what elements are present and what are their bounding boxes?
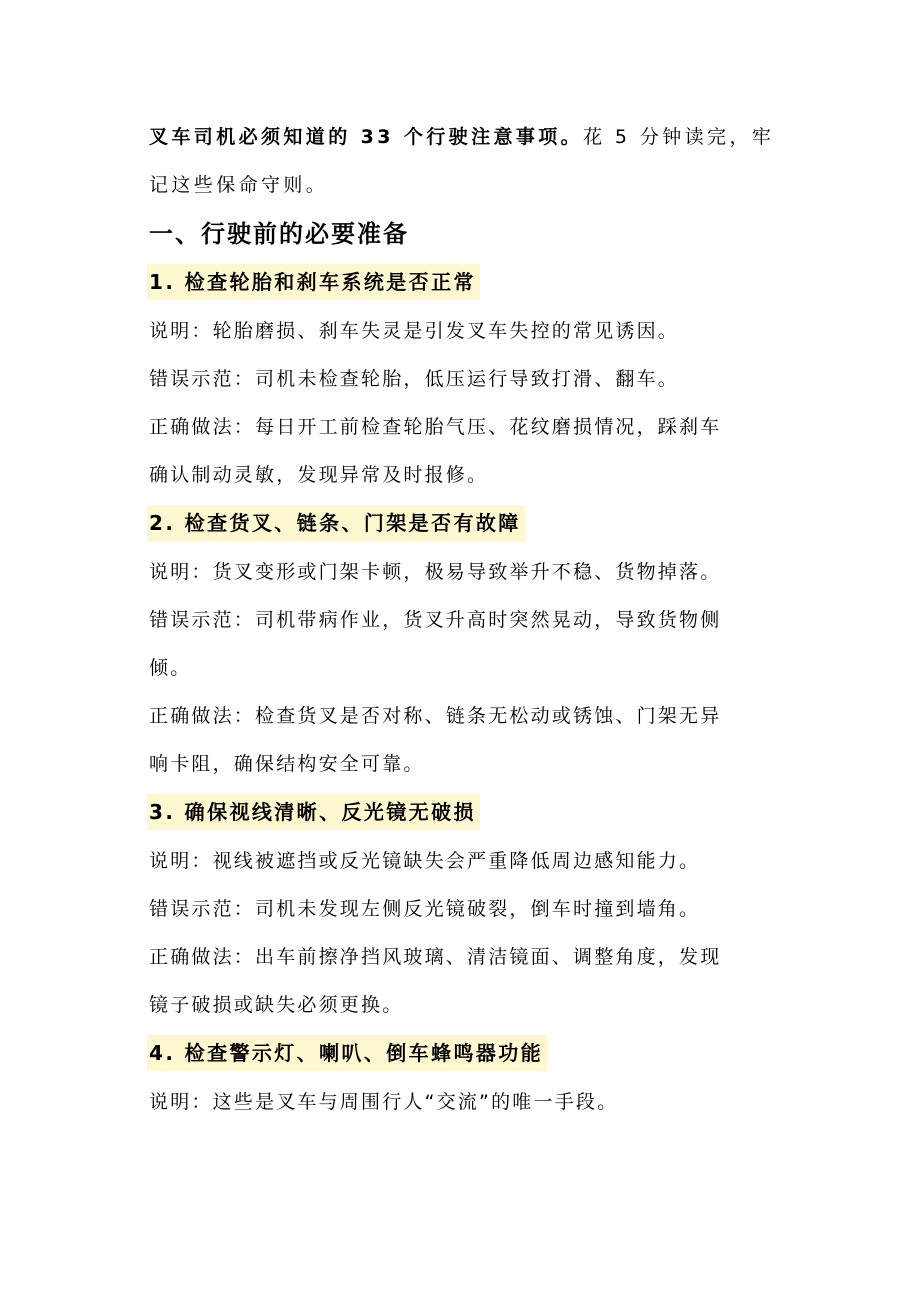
item-2-line-4: 正确做法：检查货叉是否对称、链条无松动或锈蚀、门架无异 (149, 705, 722, 727)
item-heading-2 (149, 505, 525, 541)
intro-line-2: 记这些保命守则。 (149, 174, 329, 196)
item-heading-1-text: 1. 检查轮胎和刹车系统是否正常 (147, 264, 480, 300)
item-3-line-1: 说明：视线被遮挡或反光镜缺失会严重降低周边感知能力。 (149, 850, 701, 872)
item-2-line-1: 说明：货叉变形或门架卡顿，极易导致举升不稳、货物掉落。 (149, 561, 722, 583)
item-heading-3-text: 3. 确保视线清晰、反光镜无破损 (147, 794, 480, 830)
section-heading: 一、行驶前的必要准备 (149, 220, 409, 248)
item-3-line-3: 正确做法：出车前擦净挡风玻璃、清洁镜面、调整角度，发现 (149, 946, 722, 968)
item-3-line-2: 错误示范：司机未发现左侧反光镜破裂，倒车时撞到墙角。 (149, 898, 701, 920)
item-heading-1 (149, 264, 480, 300)
item-1-line-2: 错误示范：司机未检查轮胎，低压运行导致打滑、翻车。 (149, 368, 680, 390)
item-heading-4 (149, 1035, 547, 1071)
intro-line-1 (149, 122, 789, 152)
item-3-line-4: 镜子破损或缺失必须更换。 (149, 994, 404, 1016)
item-1-line-1: 说明：轮胎磨损、刹车失灵是引发叉车失控的常见诱因。 (149, 320, 680, 342)
item-1-line-3: 正确做法：每日开工前检查轮胎气压、花纹磨损情况，踩刹车 (149, 416, 722, 438)
item-2-line-5: 响卡阻，确保结构安全可靠。 (149, 753, 425, 775)
item-heading-3 (149, 794, 480, 830)
item-4-line-1: 说明：这些是叉车与周围行人“交流”的唯一手段。 (149, 1091, 619, 1113)
item-2-line-2: 错误示范：司机带病作业，货叉升高时突然晃动，导致货物侧 (149, 609, 722, 631)
item-1-line-4: 确认制动灵敏，发现异常及时报修。 (149, 464, 489, 486)
intro-line-1-rest: 花 5 分钟读完，牢 (583, 126, 775, 148)
item-2-line-3: 倾。 (149, 657, 192, 679)
intro-bold-text: 叉车司机必须知道的 33 个行驶注意事项。 (149, 126, 584, 148)
item-heading-2-text: 2. 检查货叉、链条、门架是否有故障 (147, 505, 525, 541)
item-heading-4-text: 4. 检查警示灯、喇叭、倒车蜂鸣器功能 (147, 1035, 547, 1071)
